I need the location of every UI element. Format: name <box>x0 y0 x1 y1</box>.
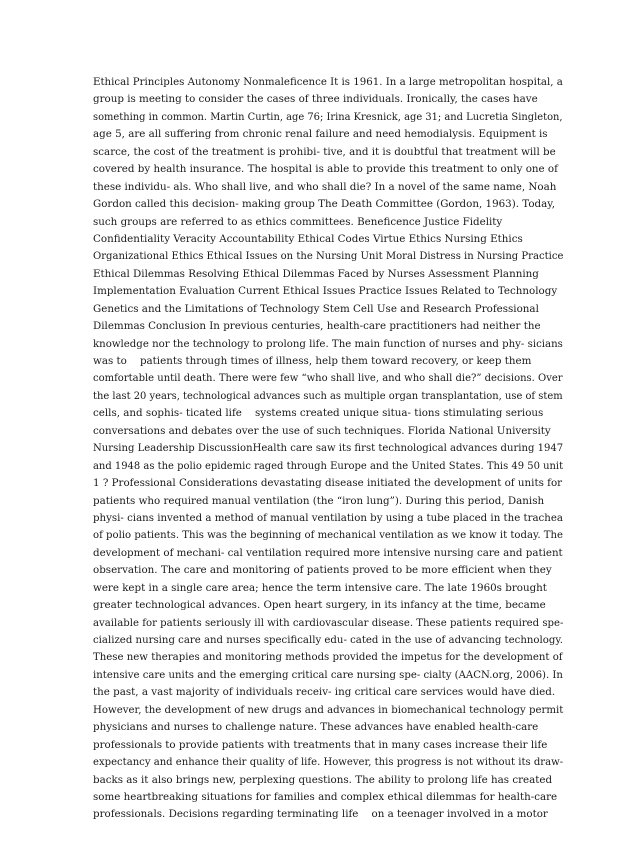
text-line: These new therapies and monitoring methods provided the impetus for the development of <box>93 651 563 664</box>
text-line: 1 ? Professional Considerations devastating disease initiated the development of units for <box>93 477 563 490</box>
text-line: physicians and nurses to challenge nature. These advances have enabled health-care <box>93 721 539 734</box>
text-line: Ethical Principles Autonomy Nonmaleficence It is 1961. In a large metropolitan hospital, a <box>93 76 563 88</box>
text-line: the last 20 years, technological advances such as multiple organ transplantation, use of stem <box>93 389 563 402</box>
text-line: of polio patients. This was the beginning of mechanical ventilation as we know it today. The <box>93 529 564 542</box>
text-line: Organizational Ethics Ethical Issues on the Nursing Unit Moral Distress in Nursing Practice <box>93 250 564 263</box>
text-line: professionals. Decisions regarding terminating life on a teenager involved in a motor <box>93 808 548 821</box>
text-line: However, the development of new drugs and advances in biomechanical technology permit <box>93 703 564 716</box>
text-line: some heartbreaking situations for families and complex ethical dilemmas for health-care <box>93 790 558 803</box>
text-line: these individu- als. Who shall live, and who shall die? In a novel of the same name, Noah <box>93 180 557 193</box>
text-line: intensive care units and the emerging critical care nursing spe- cialty (AACN.org, 2006). In <box>93 668 563 681</box>
text-line: Implementation Evaluation Current Ethical Issues Practice Issues Related to Technology <box>93 285 558 298</box>
text-line: group is meeting to consider the cases of three individuals. Ironically, the cases have <box>93 93 538 106</box>
text-line: expectancy and enhance their quality of life. However, this progress is not without its draw- <box>93 756 564 769</box>
text-line: cialized nursing care and nurses specifically edu- cated in the use of advancing technology. <box>93 634 563 646</box>
text-line: age 5, are all suffering from chronic renal failure and need hemodialysis. Equipment is <box>93 128 548 141</box>
text-line: physi- cians invented a method of manual ventilation by using a tube placed in the trachea <box>93 511 563 524</box>
text-line: comfortable until death. There were few “who shall live, and who shall die?” decisions. Over <box>93 372 563 385</box>
text-line: scarce, the cost of the treatment is prohibi- tive, and it is doubtful that treatment will be <box>93 145 556 158</box>
text-line: the past, a vast majority of individuals receiv- ing critical care services would have died. <box>93 686 556 699</box>
text-line: covered by health insurance. The hospital is able to provide this treatment to only one of <box>93 163 558 176</box>
text-line: such groups are referred to as ethics committees. Beneficence Justice Fidelity <box>93 215 503 228</box>
text-line: knowledge nor the technology to prolong life. The main function of nurses and phy- sicians <box>93 337 563 350</box>
text-line: Dilemmas Conclusion In previous centuries, health-care practitioners had neither the <box>93 320 541 333</box>
text-line: observation. The care and monitoring of patients proved to be more efficient when they <box>93 564 552 577</box>
text-line: professionals to provide patients with treatments that in many cases increase their life <box>93 738 548 751</box>
text-line: patients who required manual ventilation (the “iron lung”). During this period, Danish <box>93 494 545 507</box>
text-line: Ethical Dilemmas Resolving Ethical Dilemmas Faced by Nurses Assessment Planning <box>93 267 539 280</box>
text-line: something in common. Martin Curtin, age 76; Irina Kresnick, age 31; and Lucretia Singleton, <box>93 110 563 123</box>
text-line: conversations and debates over the use of such techniques. Florida National University <box>93 424 551 437</box>
text-line: cells, and sophis- ticated life systems created unique situa- tions stimulating serious <box>93 407 544 420</box>
text-line: Nursing Leadership DiscussionHealth care saw its first technological advances during 1947 <box>93 442 564 455</box>
text-line: available for patients seriously ill with cardiovascular disease. These patients required spe- <box>93 616 564 629</box>
text-line: Gordon called this decision- making group The Death Committee (Gordon, 1963). Today, <box>93 198 556 211</box>
text-line: backs as it also brings new, perplexing questions. The ability to prolong life has created <box>93 773 553 786</box>
text-line: was to patients through times of illness, help them toward recovery, or keep them <box>93 355 532 367</box>
document-body-text <box>93 74 563 841</box>
text-line: development of mechani- cal ventilation required more intensive nursing care and patient <box>93 546 563 559</box>
text-line: and 1948 as the polio epidemic raged through Europe and the United States. This 49 50 unit <box>93 459 564 472</box>
text-line: Confidentiality Veracity Accountability Ethical Codes Virtue Ethics Nursing Ethics <box>93 232 523 245</box>
text-line: were kept in a single care area; hence the term intensive care. The late 1960s brought <box>93 581 547 594</box>
text-line <box>93 824 563 841</box>
text-line: Genetics and the Limitations of Technology Stem Cell Use and Research Professional <box>93 302 539 315</box>
text-line: greater technological advances. Open heart surgery, in its infancy at the time, became <box>93 599 546 612</box>
